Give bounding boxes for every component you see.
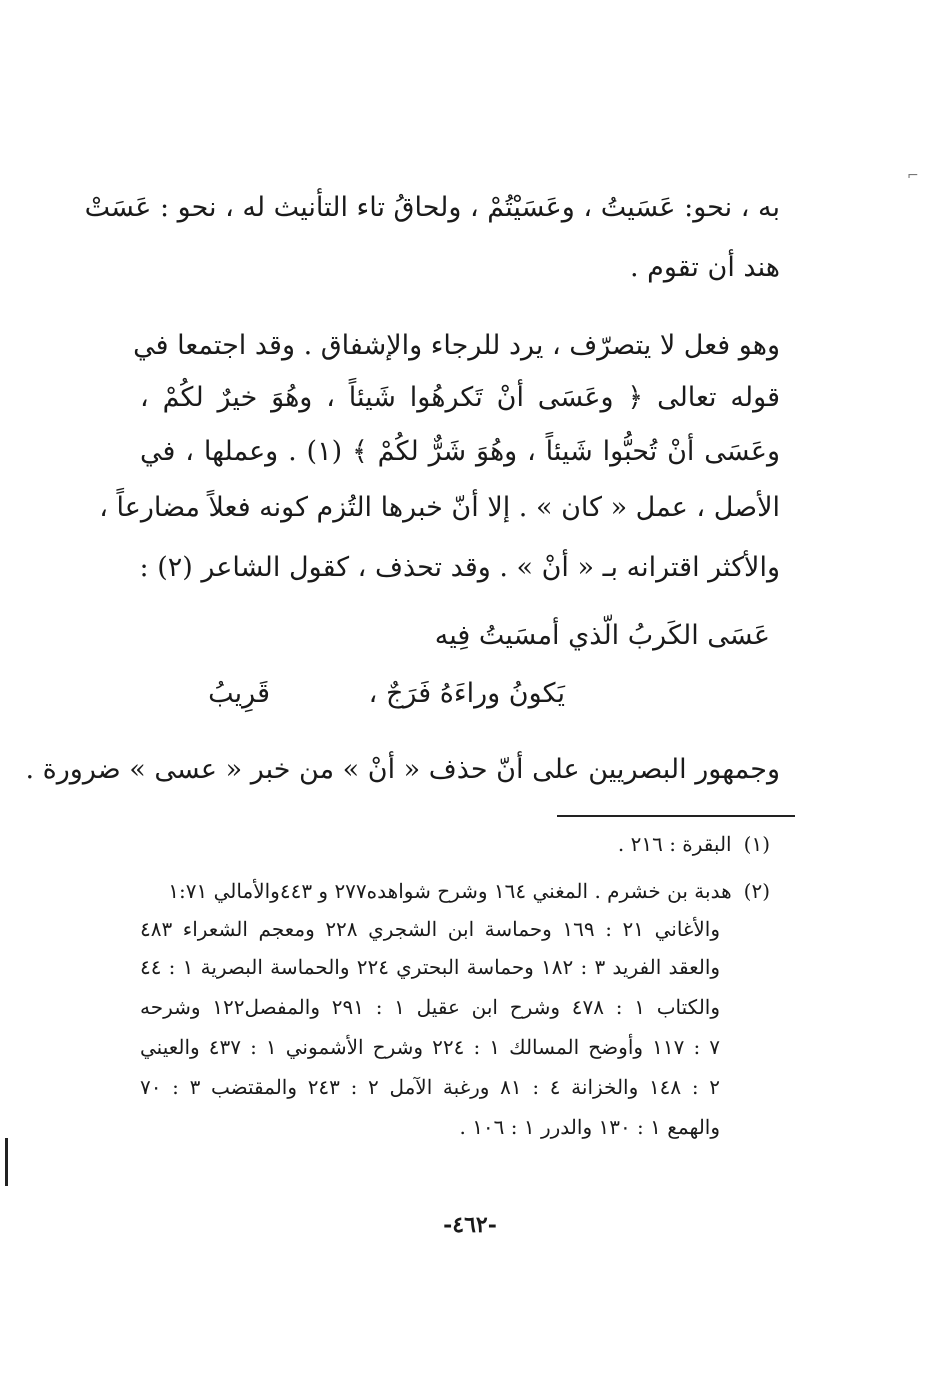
verse-hemistich1: عَسَى الكَربُ الّذي أمسَيتُ فِيه: [434, 620, 770, 651]
paragraph2-line3: وعَسَى أنْ تُحبُّوا شَيئاً ، وهُوَ شَرٌّ لكُمْ ﴾ (١) . وعملها ، في: [140, 436, 780, 467]
footnote-2-number: (٢): [743, 879, 770, 903]
verse-hemistich2b: قَرِيبُ: [208, 678, 270, 709]
paragraph2-line1: وهو فعل لا يتصرّف ، يرد للرجاء والإشفاق . وقد اجتمعا في: [133, 330, 780, 361]
footnote-2-line5: ٧ : ١١٧ وأوضح المسالك ١ : ٢٢٤ وشرح الأشموني ١ : ٤٣٧ والعيني: [140, 1035, 721, 1059]
footnote-1: [400, 830, 770, 858]
paragraph2-line5: والأكثر اقترانه بـ « أنْ » . وقد تحذف ، كقول الشاعر (٢) :: [139, 552, 780, 583]
page-number: -٤٦٢-: [443, 1212, 497, 1238]
footnote-separator: [557, 815, 795, 817]
footnote-2-line2: والأغاني ٢١ : ١٦٩ وحماسة ابن الشجري ٢٢٨ ومعجم الشعراء ٤٨٣: [140, 917, 720, 941]
footnote-1-number: (١): [743, 832, 770, 856]
scan-mark: ⌐: [907, 168, 919, 184]
paragraph2-line4: الأصل ، عمل « كان » . إلا أنّ خبرها التُزم كونه فعلاً مضارعاً ،: [99, 492, 780, 523]
paragraph1-line2: هند أن تقوم .: [629, 252, 780, 283]
footnote-2-line1: [140, 877, 770, 905]
paragraph2-line2: قوله تعالى ﴿ وعَسَى أنْ تَكرهُوا شَيئاً ، وهُوَ خيرٌ لكُمْ ،: [140, 382, 780, 413]
scan-edge-artifact: [5, 1138, 8, 1186]
footnote-2-line3: والعقد الفريد ٣ : ١٨٢ وحماسة البحتري ٢٢٤ والحماسة البصرية ١ : ٤٤: [140, 955, 721, 979]
paragraph3-line1: وجمهور البصريين على أنّ حذف « أنْ » من خبر « عسى » ضرورة .: [25, 754, 780, 785]
footnote-2-text-1: هدبة بن خشرم . المغني ١٦٤ وشرح شواهده٢٧٧ و ٤٤٣والأمالي ١:٧١: [168, 879, 732, 903]
footnote-1-text: البقرة : ٢١٦ .: [617, 832, 732, 856]
footnote-2-line4: والكتاب ١ : ٤٧٨ وشرح ابن عقيل ١ : ٢٩١ والمفصل١٢٢ وشرحه: [140, 995, 721, 1019]
footnote-2-line6: ٢ : ١٤٨ والخزانة ٤ : ٨١ ورغبة الآمل ٢ : ٢٤٣ والمقتضب ٣ : ٧٠: [140, 1075, 721, 1099]
paragraph1-line1: به ، نحو: عَسَيتُ ، وعَسَيْتُمْ ، ولحاقُ تاء التأنيث له ، نحو : عَسَتْ: [84, 192, 780, 223]
verse-hemistich2a: يَكونُ وراءَهُ فَرَجٌ ،: [368, 678, 565, 709]
footnote-2-line7: والهمع ١ : ١٣٠ والدرر ١ : ١٠٦ .: [459, 1115, 720, 1139]
